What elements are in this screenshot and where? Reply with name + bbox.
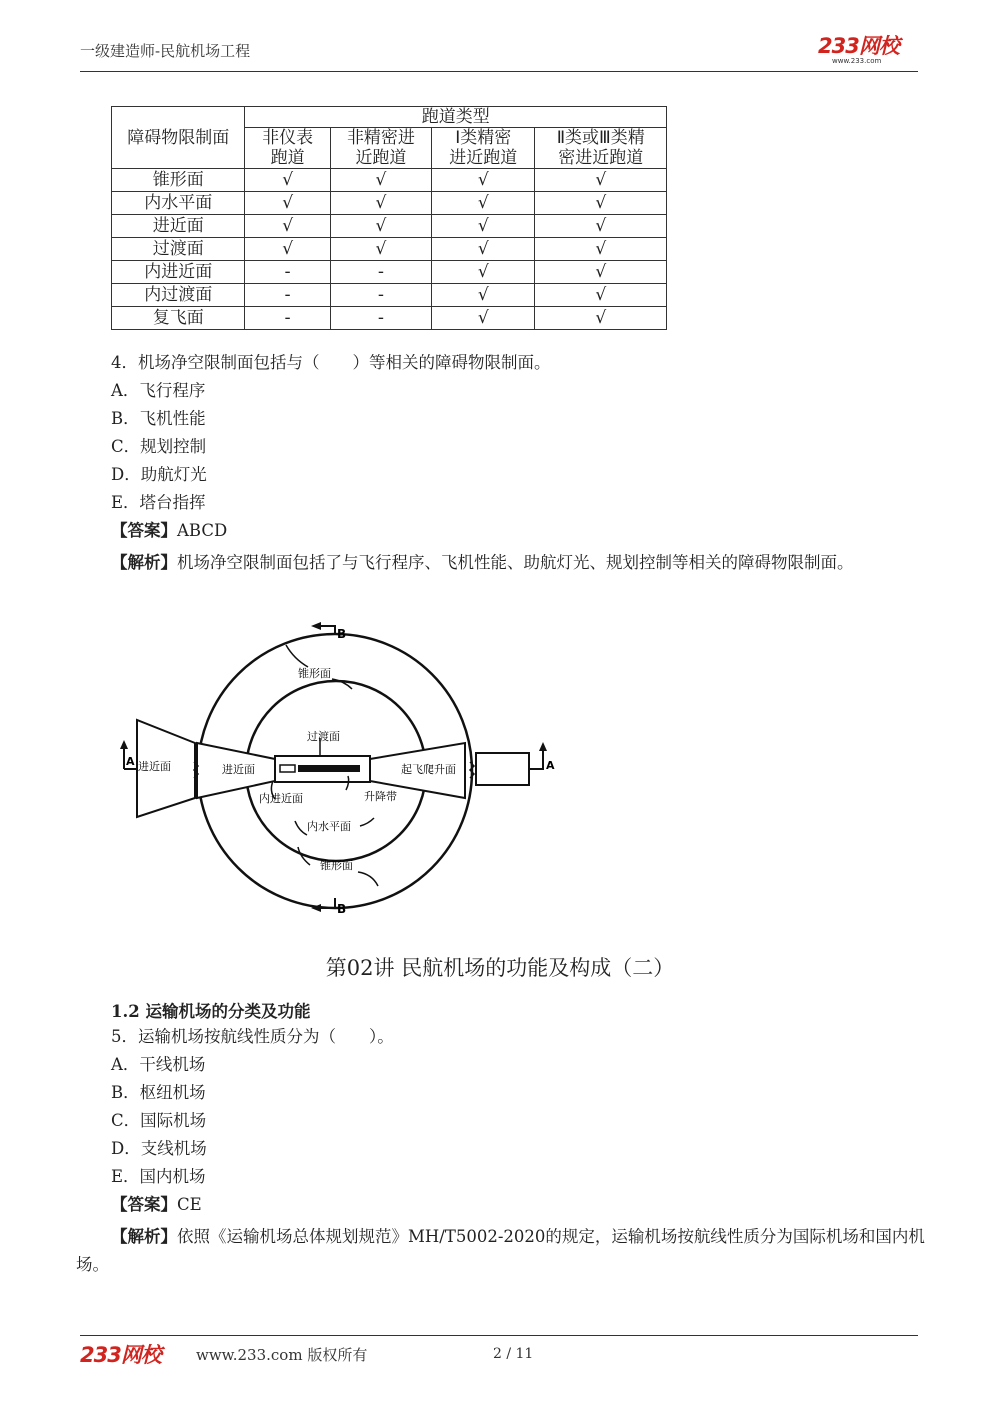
table-row (112, 215, 667, 238)
row-name: 过渡面 (112, 238, 245, 261)
footer-copyright: www.233.com 版权所有 (196, 1346, 368, 1364)
obstacle-surfaces-diagram (110, 622, 560, 918)
q4-option-d: D．助航灯光 (111, 465, 207, 484)
analysis-label: 【解析】 (111, 553, 177, 572)
table-cell: √ (535, 192, 667, 215)
q5-option-d: D．支线机场 (111, 1139, 207, 1158)
q4-analysis (76, 549, 918, 577)
table-body (112, 169, 667, 330)
table-cell: √ (535, 169, 667, 192)
label-takeoff: 起飞爬升面 (401, 763, 456, 776)
column-header: Ⅰ类精密 进近跑道 (432, 128, 535, 169)
table-cell: - (245, 307, 330, 330)
page-number: 2 / 11 (493, 1346, 534, 1362)
table-cell: √ (330, 238, 431, 261)
q4-option-a: A．飞行程序 (111, 381, 206, 400)
q5-stem: 5．运输机场按航线性质分为（ ）。 (111, 1027, 394, 1046)
label-b-bottom: B (337, 902, 347, 916)
column-header: 非仪表 跑道 (245, 128, 330, 169)
analysis-label: 【解析】 (111, 1227, 177, 1246)
table-corner-header: 障碍物限制面 (112, 107, 245, 169)
answer-label: 【答案】 (111, 1195, 177, 1214)
label-a-right: A (546, 759, 555, 772)
table-cell: - (330, 261, 431, 284)
q4-option-c: C．规划控制 (111, 437, 207, 456)
analysis-text: 机场净空限制面包括了与飞行程序、飞机性能、助航灯光、规划控制等相关的障碍物限制面。 (177, 553, 854, 572)
table-cell: √ (245, 238, 330, 261)
takeoff-outer-box (476, 753, 529, 785)
table-row (112, 192, 667, 215)
q5-analysis (76, 1223, 926, 1279)
section-b-top-arrow (311, 622, 321, 630)
row-name: 内水平面 (112, 192, 245, 215)
label-inner-approach: 内进近面 (259, 792, 303, 805)
analysis-text: 依照《运输机场总体规划规范》MH/T5002-2020的规定，运输机场按航线性质分为国际机场和国内机场。 (76, 1227, 925, 1274)
table-row (112, 169, 667, 192)
label-approach-outer: 进近面 (138, 760, 171, 773)
q4-option-e: E．塔台指挥 (111, 493, 206, 512)
table-cell: √ (432, 238, 535, 261)
runway-strip (298, 765, 360, 772)
row-name: 进近面 (112, 215, 245, 238)
answer-value: ABCD (177, 521, 228, 540)
table-row (112, 284, 667, 307)
header-title: 一级建造师-民航机场工程 (80, 42, 251, 60)
label-strip: 升降带 (364, 790, 397, 803)
q5-option-b: B．枢纽机场 (111, 1083, 206, 1102)
table-cell: √ (535, 215, 667, 238)
table-cell: √ (245, 192, 330, 215)
q5-option-c: C．国际机场 (111, 1111, 207, 1130)
table-cell: √ (432, 307, 535, 330)
header-divider (80, 71, 918, 72)
answer-value: CE (177, 1195, 202, 1214)
table-cell: √ (432, 284, 535, 307)
inner-approach-box (280, 765, 295, 772)
table-cell: √ (432, 261, 535, 284)
label-a-left: A (126, 755, 135, 768)
row-name: 复飞面 (112, 307, 245, 330)
section-a-right-marker (529, 748, 543, 769)
label-inner-horizontal: 内水平面 (307, 820, 351, 833)
logo-url: www.233.com (832, 57, 882, 65)
table-cell: - (245, 261, 330, 284)
section-subheading: 1.2 运输机场的分类及功能 (111, 1002, 311, 1021)
row-name: 内过渡面 (112, 284, 245, 307)
table-cell: √ (432, 169, 535, 192)
brand-logo[interactable] (818, 30, 918, 64)
row-name: 内进近面 (112, 261, 245, 284)
q5-option-e: E．国内机场 (111, 1167, 206, 1186)
table-group-header: 跑道类型 (245, 107, 667, 128)
label-conical-top: 锥形面 (298, 667, 331, 680)
section-a-right-arrow (539, 742, 547, 751)
table-cell: - (330, 284, 431, 307)
section-a-left-arrow (120, 740, 128, 749)
table-cell: √ (330, 192, 431, 215)
label-transitional: 过渡面 (307, 730, 340, 743)
table-row (112, 307, 667, 330)
footer-divider (80, 1335, 918, 1336)
label-b-top: B (337, 627, 347, 641)
logo-text: 233网校 (818, 34, 899, 58)
table-cell: √ (245, 169, 330, 192)
table-row (112, 238, 667, 261)
q5-option-a: A．干线机场 (111, 1055, 206, 1074)
table-cell: √ (330, 215, 431, 238)
q4-stem: 4．机场净空限制面包括与（ ）等相关的障碍物限制面。 (111, 353, 551, 372)
column-header: Ⅱ类或Ⅲ类精 密进近跑道 (535, 128, 667, 169)
table-cell: √ (245, 215, 330, 238)
label-conical-bottom: 锥形面 (320, 859, 353, 872)
obstacle-surface-table (111, 106, 667, 330)
table-cell: √ (535, 307, 667, 330)
footer-logo[interactable]: 233网校 (80, 1343, 161, 1367)
q4-answer (111, 521, 227, 541)
table-cell: - (245, 284, 330, 307)
table-cell: √ (535, 261, 667, 284)
q5-answer (111, 1195, 202, 1215)
section-heading: 第02讲 民航机场的功能及构成（二） (325, 956, 675, 980)
table-cell: √ (535, 284, 667, 307)
table-row (112, 261, 667, 284)
column-header: 非精密进 近跑道 (330, 128, 431, 169)
table-cell: √ (432, 215, 535, 238)
table-cell: - (330, 307, 431, 330)
row-name: 锥形面 (112, 169, 245, 192)
table-cell: √ (432, 192, 535, 215)
label-approach: 进近面 (222, 763, 255, 776)
table-cell: √ (535, 238, 667, 261)
answer-label: 【答案】 (111, 521, 177, 540)
q4-option-b: B．飞机性能 (111, 409, 206, 428)
table-cell: √ (330, 169, 431, 192)
